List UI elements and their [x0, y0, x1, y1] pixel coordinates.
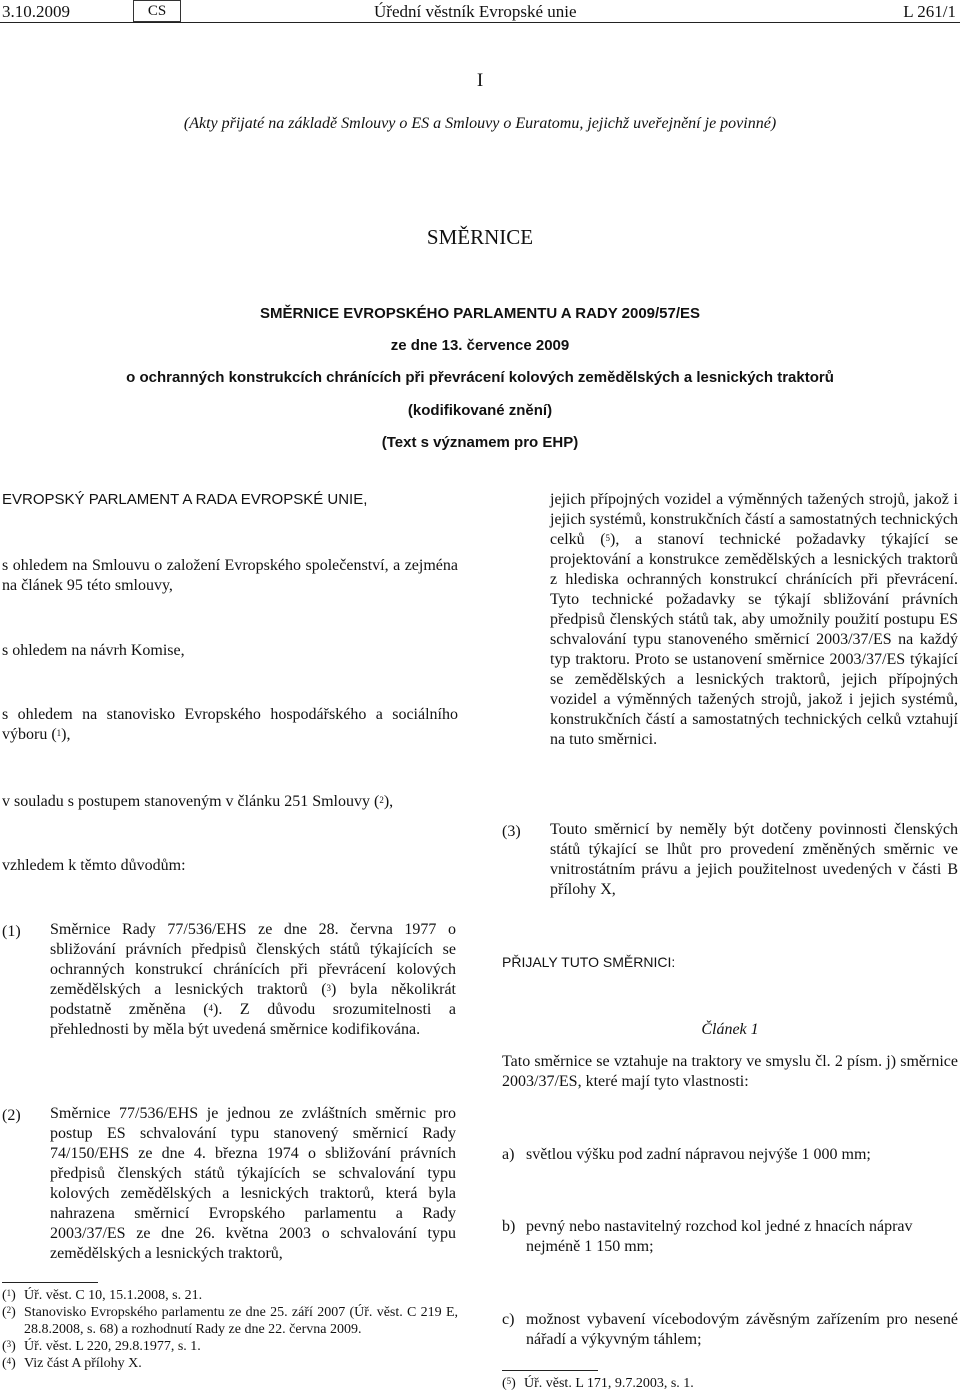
item-c-label: c): [502, 1311, 515, 1328]
citation-proposal: s ohledem na návrh Komise,: [2, 642, 185, 659]
item-c-text: možnost vybavení vícebodovým závěsným zařízením pro nesené nářadí a výkyvným táhlem;: [526, 1311, 958, 1348]
codified-note: (kodifikované znění): [407, 402, 553, 419]
footnote-4: ($^4$) Viz část A přílohy X.: [2, 1356, 142, 1371]
header-rule: [0, 22, 960, 23]
recitals-intro: vzhledem k těmto důvodům:: [2, 857, 186, 874]
recital-2-continued: jejich přípojných vozidel a výměnných tažených strojů, jakož i jejich systémů, konstrukčních částí a samostatných technických celků ($^5$), a stanoví technické požadavky týkající se projektování a konstrukce zemědělských a lesnických traktorů z hlediska ochranných konstrukcí chránících při převrácení. Tyto technické požadavky se týkají sbližování právních předpisů členských států tak, aby umožnily použití postupu ES schvalování typu stanoveného směrnicí 2003/37/ES na každý typ traktoru. Proto se ustanovení směrnice 2003/37/ES týkající se zemědělských a lesnických traktorů, jejich přípojných vozidel a výměnných tažených strojů, jakož i jejich systémů, konstrukčních částí a samostatných technických celků vztahují na tuto směrnici.: [550, 491, 958, 748]
item-b-label: b): [502, 1218, 516, 1235]
adoption-formula: PŘIJALY TUTO SMĚRNICI:: [502, 954, 676, 970]
directive-date: ze dne 13. července 2009: [390, 337, 570, 354]
item-a-text: světlou výšku pod zadní nápravou nejvýše 1 000 mm;: [526, 1146, 871, 1163]
recital-1: Směrnice Rady 77/536/EHS ze dne 28. června 1977 o sbližování právních předpisů členských států týkajících se ochranných konstrukcí chránících při převrácení kolových zemědělských a lesnických traktorů ($^3$) byla několikrát podstatně změněna ($^4$). Z důvodu srozumitelnosti a přehlednosti by měla být uvedená směrnice kodifikována.: [50, 921, 456, 1038]
directive-subject: o ochranných konstrukcích chránících při převrácení kolových zemědělských a lesnických traktorů: [126, 369, 834, 386]
recital-1-number: (1): [2, 923, 21, 940]
journal-title: Úřední věstník Evropské unie: [374, 2, 577, 21]
article-heading: Článek 1: [701, 1021, 759, 1038]
article-1-text: Tato směrnice se vztahuje na traktory ve smyslu čl. 2 písm. j) směrnice 2003/37/ES, které mají tyto vlastnosti:: [502, 1053, 958, 1090]
citation-procedure: v souladu s postupem stanoveným v článku 251 Smlouvy ($^2$),: [2, 793, 394, 810]
directive-title: SMĚRNICE EVROPSKÉHO PARLAMENTU A RADY 2009/57/ES: [259, 305, 701, 322]
recital-2: Směrnice 77/536/EHS je jednou ze zvláštních směrnic pro postup ES schvalování typu stanovený směrnicí Rady 74/150/EHS ze dne 4. března 1974 o sbližování právních předpisů členských států týkajících se schvalování typu kolových zemědělských a lesnických traktorů, která byla nahrazena směrnicí Evropského parlamentu a Rady 2003/37/ES ze dne 26. května 2003 o schvalování typu zemědělských a lesnických traktorů,: [50, 1105, 456, 1262]
page-number: L 261/1: [903, 2, 956, 21]
acts-note: (Akty přijaté na základě Smlouvy o ES a Smlouvy o Euratomu, jejichž uveřejnění je povinné): [183, 115, 777, 132]
footnote-5: ($^5$) Úř. věst. L 171, 9.7.2003, s. 1.: [502, 1376, 694, 1391]
footnote-1: ($^1$) Úř. věst. C 10, 15.1.2008, s. 21.: [2, 1288, 203, 1303]
section-title: SMĚRNICE: [426, 225, 534, 249]
eea-note: (Text s významem pro EHP): [381, 434, 579, 451]
series-roman: I: [476, 70, 484, 91]
footnote-separator-right: [502, 1370, 598, 1371]
preamble-intro: EVROPSKÝ PARLAMENT A RADA EVROPSKÉ UNIE,: [2, 491, 368, 508]
citation-treaty: s ohledem na Smlouvu o založení Evropského společenství, a zejména na článek 95 této smlouvy,: [2, 557, 458, 594]
item-a-label: a): [502, 1146, 515, 1163]
footnote-separator-left: [2, 1282, 98, 1283]
language-badge: CS: [133, 0, 181, 22]
recital-3-number: (3): [502, 823, 521, 840]
publication-date: 3.10.2009: [2, 2, 70, 21]
citation-esc: s ohledem na stanovisko Evropského hospodářského a sociálního výboru ($^1$),: [2, 706, 458, 743]
recital-3: Touto směrnicí by neměly být dotčeny povinnosti členských států týkající se lhůt pro provedení změněných směrnic ve vnitrostátním právu a jejich použitelnost uvedených v části B přílohy X,: [550, 821, 958, 898]
footnote-2: ($^2$) Stanovisko Evropského parlamentu ze dne 25. září 2007 (Úř. věst. C 219 E, 28.8.2008, s. 68) a rozhodnutí Rady ze dne 22. června 2009.: [2, 1305, 458, 1337]
footnote-3: ($^3$) Úř. věst. L 220, 29.8.1977, s. 1.: [2, 1339, 201, 1354]
item-b-text: pevný nebo nastavitelný rozchod kol jedné z hnacích náprav nejméně 1 150 mm;: [526, 1218, 913, 1255]
recital-2-number: (2): [2, 1107, 21, 1124]
footnotes-left: [2, 1287, 458, 1372]
